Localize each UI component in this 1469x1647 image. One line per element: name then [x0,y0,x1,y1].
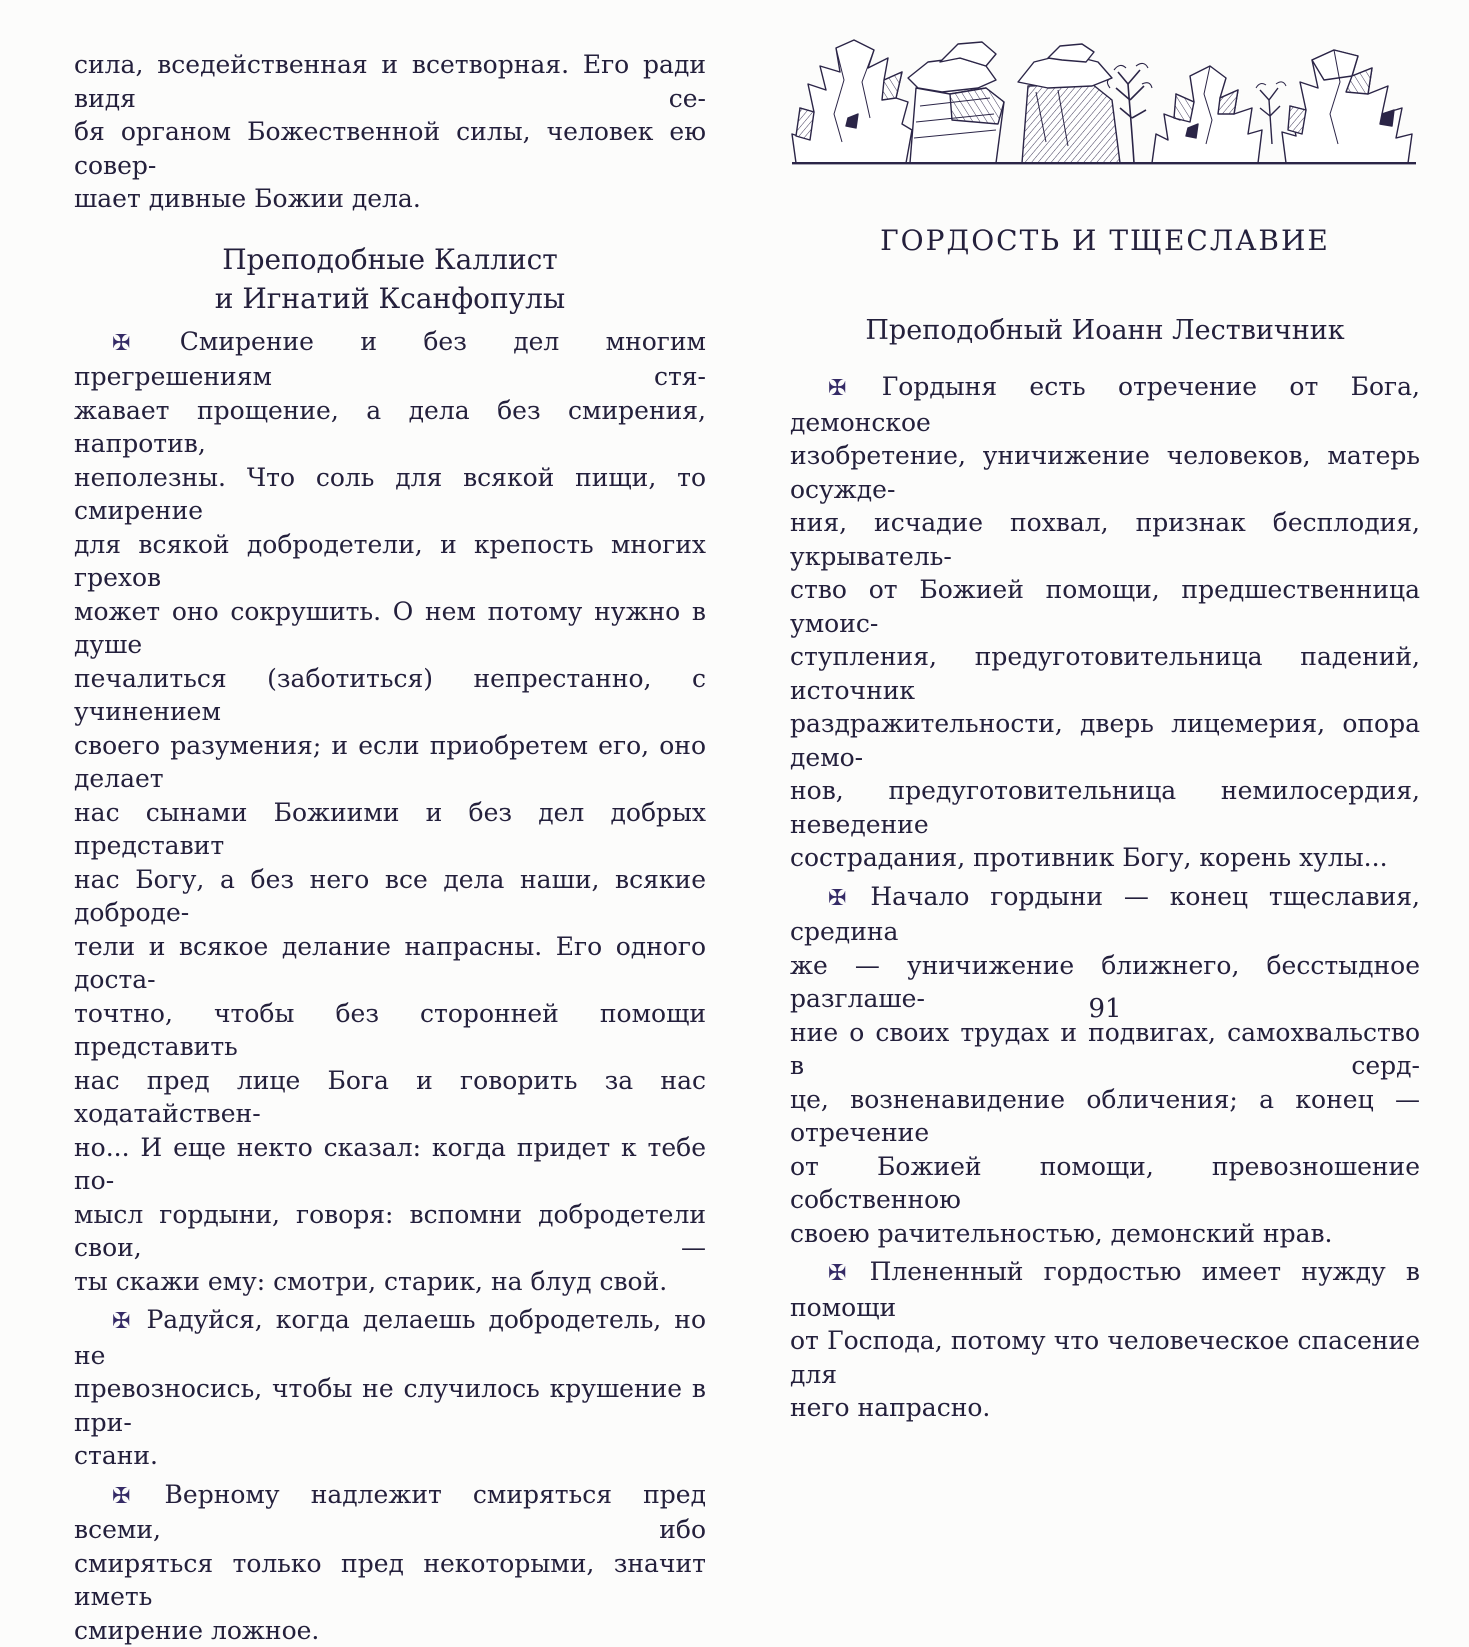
rocks-engraving-illustration [790,22,1420,172]
text-line: своею рачительностью, демонский нрав. [790,1217,1420,1251]
text-line: ния, исчадие похвал, признак бесплодия, укрыватель- [790,506,1420,573]
illustration-baseline-rule [792,162,1416,164]
paragraph-ornament-icon: ✠ [112,1309,130,1334]
text-line: нас сынами Божиими и без дел добрых представит [74,796,706,863]
left-paragraphs [74,325,706,1647]
text-line: но... И еще некто сказал: когда придет к тебе по- [74,1131,706,1198]
text-line: сила, вседейственная и всетворная. Его ради видя се- [74,48,706,115]
text-line: от Божией помощи, превозношение собственною [790,1150,1420,1217]
text-line: может оно сокрушить. О нем потому нужно в душе [74,595,706,662]
text-line: мысл гордыни, говоря: вспомни добродетели свои, — [74,1198,706,1265]
paragraph [74,325,706,1299]
text-line: ✠ Радуйся, когда делаешь добродетель, но не [74,1303,706,1372]
text-line: бя органом Божественной силы, человек ею совер- [74,115,706,182]
page-left [74,48,706,1647]
text-line: смирение ложное. [74,1614,706,1647]
paragraph-ornament-icon: ✠ [828,886,846,911]
text-line: нас Богу, а без него все дела наши, всякие доброде- [74,863,706,930]
paragraph [74,1478,706,1647]
text-line: же — уничижение ближнего, бесстыдное разглаше- [790,949,1420,1016]
author-heading [74,240,706,318]
text-line: нас пред лице Бога и говорить за нас ходатайствен- [74,1064,706,1131]
author-subtitle: Преподобный Иоанн Лествичник [790,314,1420,348]
intro-paragraph [74,48,706,216]
text-line: ✠ Гордыня есть отречение от Бога, демонское [790,370,1420,439]
text-line: ние о своих трудах и подвигах, самохвальство в серд- [790,1016,1420,1083]
text-line: ✠ Плененный гордостью имеет нужду в помощи [790,1255,1420,1324]
text-line: раздражительности, дверь лицемерия, опора демо- [790,707,1420,774]
text-line: ство от Божией помощи, предшественница умоис- [790,573,1420,640]
text-line: и Игнатий Ксанфопулы [74,279,706,318]
text-line: шает дивные Божии дела. [74,182,706,216]
paragraph [790,370,1420,875]
text-line: жавает прощение, а дела без смирения, напротив, [74,394,706,461]
text-line: ✠ Начало гордыни — конец тщеславия, средина [790,880,1420,949]
text-line: точтно, чтобы без сторонней помощи представить [74,997,706,1064]
text-line: це, возненавидение обличения; а конец — отречение [790,1083,1420,1150]
text-line: стани. [74,1439,706,1473]
chapter-title: ГОРДОСТЬ И ТЩЕСЛАВИЕ [790,224,1420,258]
text-line: ступления, предуготовительница падений, источник [790,640,1420,707]
page-number: 91 [790,994,1420,1024]
paragraph-ornament-icon: ✠ [112,1484,130,1509]
text-line: ✠ Верному надлежит смиряться пред всеми, ибо [74,1478,706,1547]
text-line: нов, предуготовительница немилосердия, неведение [790,774,1420,841]
paragraph-ornament-icon: ✠ [828,376,846,401]
right-paragraphs [790,370,1420,1425]
text-line: тели и всякое делание напрасны. Его одного доста- [74,930,706,997]
text-line: Преподобные Каллист [74,240,706,279]
text-line: него напрасно. [790,1391,1420,1425]
text-line: для всякой добродетели, и крепость многих грехов [74,528,706,595]
text-line: сострадания, противник Богу, корень хулы... [790,841,1420,875]
text-line: ✠ Смирение и без дел многим прегрешениям стя- [74,325,706,394]
paragraph [790,1255,1420,1425]
page-right [790,22,1420,1062]
text-line: смиряться только пред некоторыми, значит иметь [74,1547,706,1614]
paragraph [74,1303,706,1473]
text-line: изобретение, уничижение человеков, матерь осужде- [790,439,1420,506]
text-line: ты скажи ему: смотри, старик, на блуд свой. [74,1265,706,1299]
paragraph [790,880,1420,1251]
text-line: своего разумения; и если приобретем его, оно делает [74,729,706,796]
text-line: печалиться (заботиться) непрестанно, с учинением [74,662,706,729]
text-line: неполезны. Что соль для всякой пищи, то смирение [74,461,706,528]
text-line: превозносись, чтобы не случилось крушение в при- [74,1372,706,1439]
paragraph-ornament-icon: ✠ [828,1261,846,1286]
paragraph-ornament-icon: ✠ [112,331,130,356]
text-line: от Господа, потому что человеческое спасение для [790,1324,1420,1391]
